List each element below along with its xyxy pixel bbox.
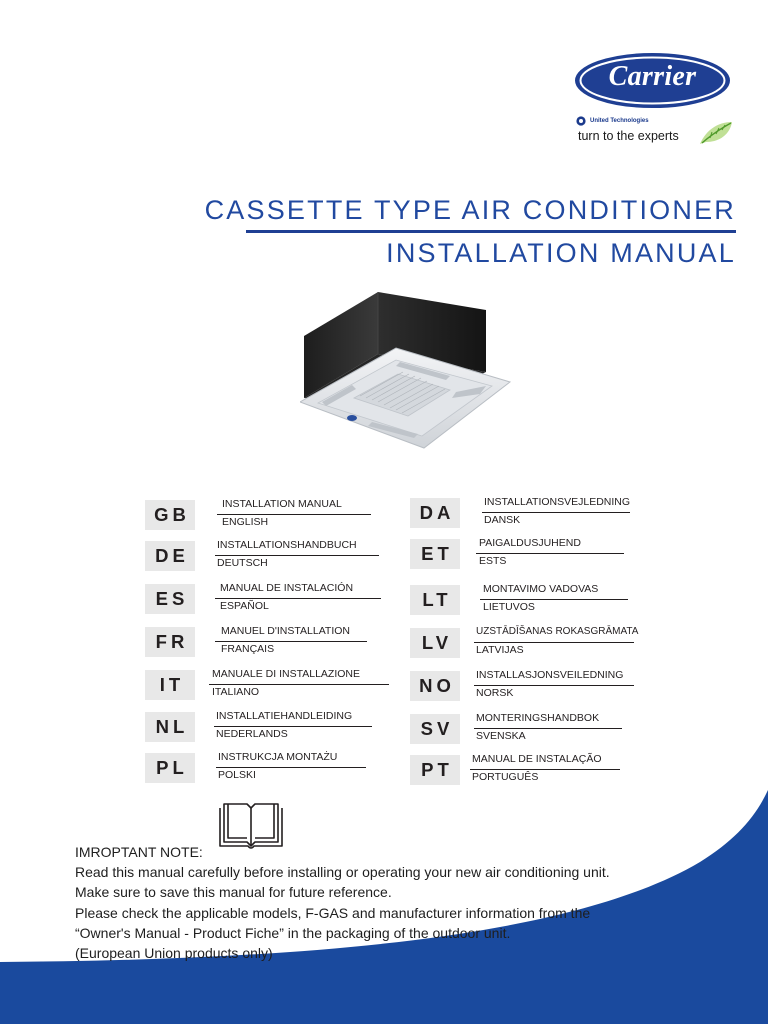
- language-code: NL: [145, 712, 195, 742]
- language-name: FRANÇAIS: [221, 643, 275, 655]
- note-heading: IMROPTANT NOTE:: [75, 844, 203, 860]
- language-title: MANUAL DE INSTALACIÓN: [220, 582, 354, 594]
- note-line: Please check the applicable models, F-GAS and manufacturer information from the: [75, 904, 591, 921]
- language-title: INSTALLATIEHANDLEIDING: [216, 710, 353, 722]
- language-title: INSTALLATIONSVEJLEDNING: [484, 496, 631, 508]
- utc-badge: [576, 115, 649, 127]
- language-code: IT: [145, 670, 195, 700]
- language-name: DEUTSCH: [217, 557, 268, 569]
- important-note: [75, 842, 715, 963]
- language-code: ES: [145, 584, 195, 614]
- language-code: SV: [410, 714, 460, 744]
- title-divider: [246, 230, 736, 233]
- logo-tagline: turn to the experts: [578, 129, 679, 143]
- language-code: PL: [145, 753, 195, 783]
- language-title: INSTALLATIONSHANDBUCH: [217, 539, 357, 551]
- language-name: DANSK: [484, 514, 521, 526]
- leaf-icon: [698, 120, 734, 146]
- language-name: ITALIANO: [212, 686, 260, 698]
- language-code: PT: [410, 755, 460, 785]
- cassette-unit-image: [300, 290, 512, 458]
- document-title-line1: CASSETTE TYPE AIR CONDITIONER: [204, 195, 736, 225]
- language-name: NEDERLANDS: [216, 728, 288, 740]
- note-line: (European Union products only): [75, 945, 273, 962]
- language-name: LIETUVOS: [483, 601, 535, 613]
- language-name: SVENSKA: [476, 730, 526, 742]
- language-title: PAIGALDUSJUHEND: [479, 537, 581, 549]
- language-title: MANUAL DE INSTALAÇÃO: [472, 753, 602, 765]
- language-title: MANUEL D'INSTALLATION: [221, 625, 350, 637]
- language-title: UZSTĀDĪŠANAS ROKASGRĀMATA: [476, 626, 639, 637]
- language-name: LATVIJAS: [476, 644, 524, 656]
- language-name: ENGLISH: [222, 516, 269, 528]
- note-line: “Owner's Manual - Product Fiche” in the packaging of the outdoor unit.: [75, 924, 511, 941]
- language-name: ESTS: [479, 555, 507, 567]
- language-code: LT: [410, 585, 460, 615]
- language-name: NORSK: [476, 687, 514, 699]
- language-title: MONTERINGSHANDBOK: [476, 712, 600, 724]
- document-title-line2: INSTALLATION MANUAL: [386, 238, 736, 268]
- language-code: GB: [145, 500, 195, 530]
- language-code: NO: [410, 671, 460, 701]
- language-title: INSTRUKCJA MONTAŻU: [218, 751, 338, 763]
- carrier-logo: [570, 52, 736, 156]
- language-title: INSTALLATION MANUAL: [222, 498, 342, 510]
- note-line: Read this manual carefully before installing or operating your new air conditioning unit.: [75, 864, 610, 881]
- language-code: DA: [410, 498, 460, 528]
- language-name: POLSKI: [218, 769, 256, 781]
- language-title: MANUALE DI INSTALLAZIONE: [212, 668, 361, 680]
- language-code: ET: [410, 539, 460, 569]
- language-title: INSTALLASJONSVEILEDNING: [476, 669, 624, 681]
- logo-brand-name: Carrier: [608, 61, 697, 92]
- language-title: MONTAVIMO VADOVAS: [483, 583, 599, 595]
- language-name: PORTUGUÊS: [472, 771, 539, 783]
- utc-icon: [576, 116, 586, 126]
- language-code: FR: [145, 627, 195, 657]
- language-code: DE: [145, 541, 195, 571]
- note-line: Make sure to save this manual for future reference.: [75, 884, 392, 901]
- language-code: LV: [410, 628, 460, 658]
- utc-label: United Technologies: [590, 118, 649, 124]
- language-name: ESPAÑOL: [220, 600, 269, 612]
